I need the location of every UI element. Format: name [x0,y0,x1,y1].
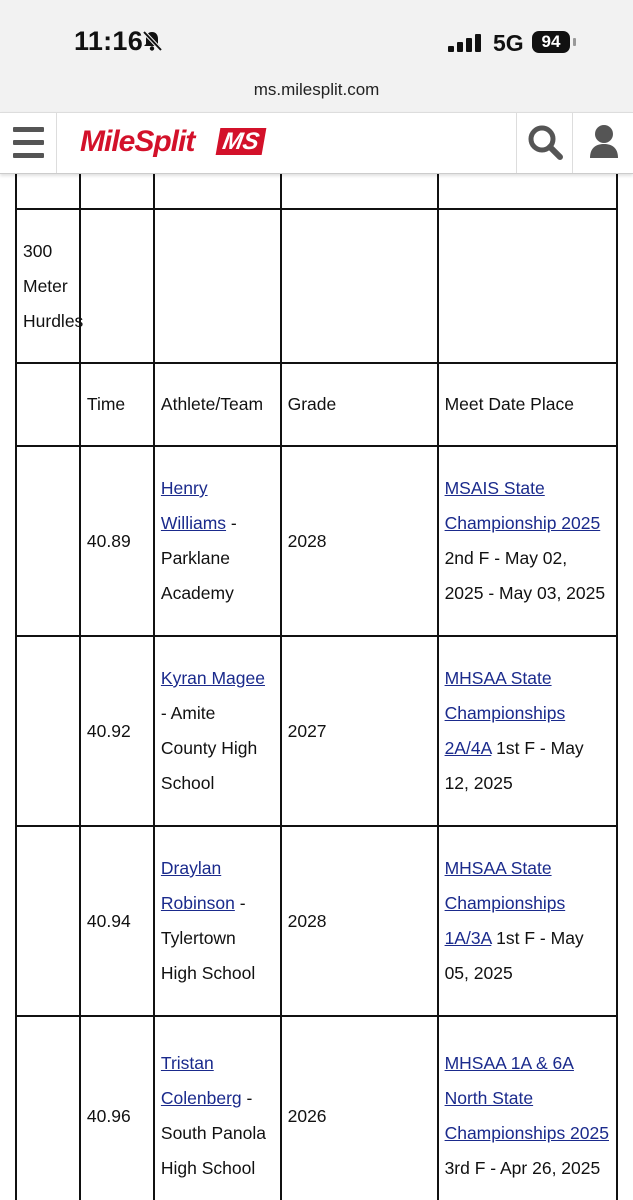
hamburger-line [13,153,44,158]
meet-detail: 2nd F - May 02, 2025 - May 03, 2025 [444,548,606,603]
meet-cell [438,1016,617,1200]
meet-link[interactable]: MHSAA State Championships 1A/3A [444,858,566,948]
grade: 2027 [281,636,438,826]
status-bar [0,0,633,78]
hamburger-line [13,127,44,132]
meet-link[interactable]: MSAIS State Championship 2025 [444,478,601,533]
athlete-link[interactable]: Henry Williams [160,478,227,533]
search-button[interactable] [516,113,573,173]
result-time: 40.92 [80,636,154,826]
athlete-link[interactable]: Kyran Magee [160,668,265,688]
column-header-time: Time [80,363,154,446]
athlete-cell [154,826,281,1016]
logo-text: MileSplit [80,125,195,158]
meet-cell [438,446,617,636]
column-header-grade: Grade [281,363,438,446]
network-type: 5G [493,30,524,56]
result-time: 40.94 [80,826,154,1016]
table-row [16,172,617,209]
meet-cell [438,636,617,826]
logo-badge: MS [216,128,267,155]
athlete-cell [154,1016,281,1200]
athlete-link[interactable]: Draylan Robinson [160,858,235,913]
athlete-link[interactable]: Tristan Colenberg [160,1053,242,1108]
account-button[interactable] [572,113,633,173]
event-row [16,209,617,363]
team-name: - Amite County High School [160,703,258,793]
site-header [0,112,633,174]
url-bar[interactable] [0,78,633,112]
team-name: - Tylertown High School [160,893,256,983]
team-name: - South Panola High School [160,1088,266,1178]
table-row [16,1016,617,1200]
table-row [16,826,617,1016]
athlete-cell [154,446,281,636]
table-header-row [16,363,617,446]
meet-link[interactable]: MHSAA State Championships 2A/4A [444,668,566,758]
grade: 2028 [281,446,438,636]
team-name: - Parklane Academy [160,513,237,603]
user-icon [573,113,633,173]
table-row [16,446,617,636]
meet-detail: 1st F - May 12, 2025 [444,738,584,793]
meet-detail: 1st F - May 05, 2025 [444,928,584,983]
signal-icon [448,34,482,52]
result-time: 40.96 [80,1016,154,1200]
meet-detail: 3rd F - Apr 26, 2025 [444,1158,601,1178]
event-name: 300 Meter Hurdles [16,209,80,363]
column-header-meet: Meet Date Place [438,363,617,446]
menu-button[interactable] [0,113,57,173]
url-text: ms.milesplit.com [253,80,380,99]
table-row [16,636,617,826]
bell-slash-icon [141,30,163,52]
search-icon [517,113,573,173]
battery-tip [573,38,576,46]
battery-icon: 94 [532,31,570,53]
athlete-cell [154,636,281,826]
results-table [15,172,618,1200]
results-table-container [0,172,633,1200]
grade: 2026 [281,1016,438,1200]
column-header-athlete: Athlete/Team [154,363,281,446]
meet-link[interactable]: MHSAA 1A & 6A North State Championships 2025 [444,1053,609,1143]
hamburger-line [13,140,44,145]
result-time: 40.89 [80,446,154,636]
clock: 11:16 [74,26,144,56]
meet-cell [438,826,617,1016]
grade: 2028 [281,826,438,1016]
